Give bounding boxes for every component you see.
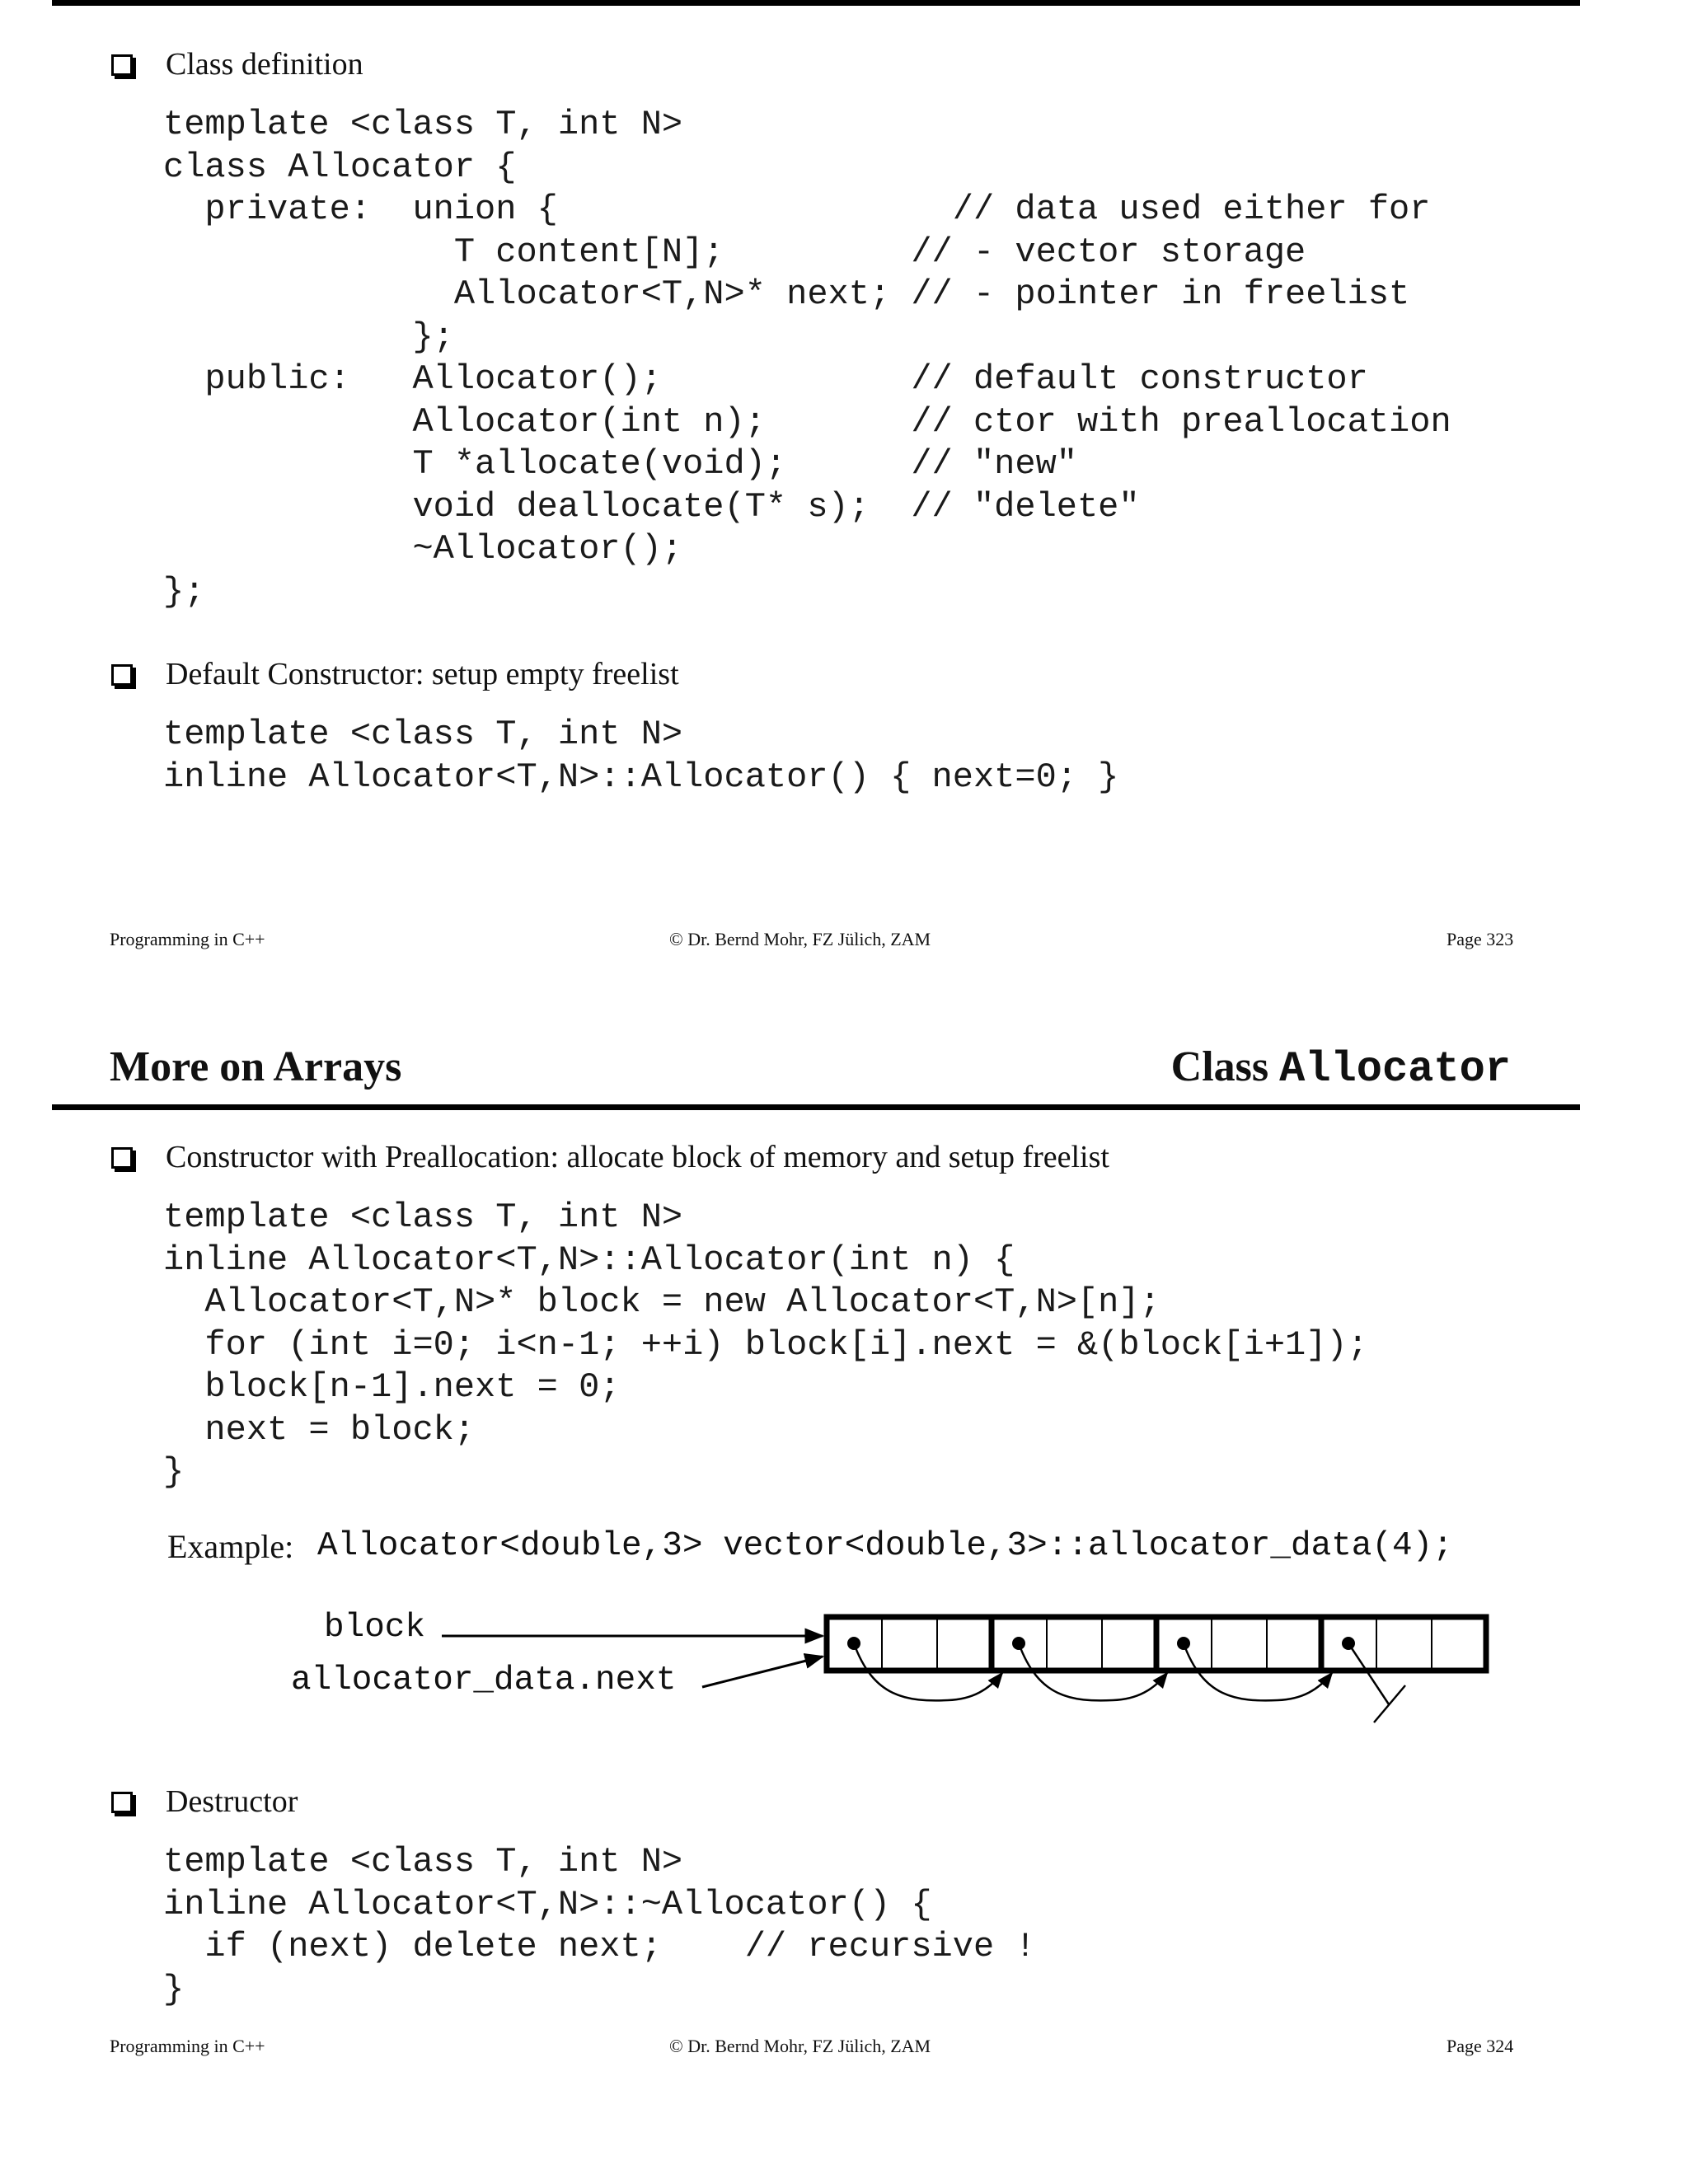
bullet-preallocation-label: Constructor with Preallocation: allocate block of memory and setup freelist — [166, 1140, 1109, 1174]
code-preallocation: template <class T, int N> inline Allocator<T,N>::Allocator(int n) { Allocator<T,N>* block = new Allocator<T,N>[n]; for (int i=0; i<n-1; ++i) block[i].next = &(block[i+1]); block[n-1].next = 0; next = block; } — [163, 1197, 1368, 1492]
top-rule — [52, 0, 1580, 6]
diagram-label-allocator-next: allocator_data.next — [291, 1661, 677, 1699]
next-pointer-dot — [1342, 1637, 1355, 1650]
next-link-arrow — [854, 1643, 1002, 1700]
footer-center: © Dr. Bernd Mohr, FZ Jülich, ZAM — [669, 2036, 931, 2056]
bullet-default-constructor-label: Default Constructor: setup empty freelist — [166, 657, 679, 691]
cell-dividers — [882, 1619, 1432, 1668]
next-link-arrow — [1019, 1643, 1167, 1700]
checkbox-bullet-icon — [111, 1147, 133, 1169]
code-destructor: template <class T, int N> inline Allocator<T,N>::~Allocator() { if (next) delete next; // recursive ! } — [163, 1842, 1036, 2009]
bullet-class-definition-label: Class definition — [166, 47, 363, 82]
bullet-destructor-label: Destructor — [166, 1784, 298, 1819]
diagram-label-block: block — [324, 1609, 426, 1647]
footer-left: Programming in C++ — [110, 2036, 265, 2056]
example-code: Allocator<double,3> vector<double,3>::allocator_data(4); — [317, 1527, 1453, 1565]
next-pointer-dot — [1012, 1637, 1025, 1650]
footer-page-number: Page 324 — [1447, 2036, 1514, 2056]
code-class-definition: template <class T, int N> class Allocator { private: union { // data used either for T content[N]; // - vector storage Allocator<T,N>* next; // - pointer in freelist }; public: Allocator(); // default constructor Allocator(int n); // ctor with preallocation T *allocate(void); // "new" void deallocate(T* s); // "delete" ~Allocator(); }; — [163, 105, 1451, 612]
next-link-arrow — [1184, 1643, 1332, 1700]
null-pointer-line — [1348, 1643, 1389, 1704]
footer-left: Programming in C++ — [110, 929, 265, 949]
memory-block — [827, 1617, 1486, 1671]
header-rule — [52, 1104, 1580, 1110]
next-pointer-arrow — [702, 1657, 823, 1687]
example-label: Example: — [167, 1528, 294, 1565]
page-title: More on Arrays — [110, 1043, 402, 1090]
next-pointer-dot — [1177, 1637, 1190, 1650]
footer-center: © Dr. Bernd Mohr, FZ Jülich, ZAM — [669, 929, 931, 949]
section-title-code: Allocator — [1279, 1045, 1511, 1094]
checkbox-bullet-icon — [111, 54, 133, 76]
section-title — [1171, 1043, 1511, 1094]
next-pointer-dot — [847, 1637, 860, 1650]
code-default-constructor: template <class T, int N> inline Allocator<T,N>::Allocator() { next=0; } — [163, 715, 1119, 797]
section-title-prefix: Class — [1170, 1043, 1280, 1090]
footer-page-number: Page 323 — [1447, 929, 1514, 949]
checkbox-bullet-icon — [111, 664, 133, 686]
checkbox-bullet-icon — [111, 1792, 133, 1813]
null-terminator — [1374, 1685, 1405, 1722]
